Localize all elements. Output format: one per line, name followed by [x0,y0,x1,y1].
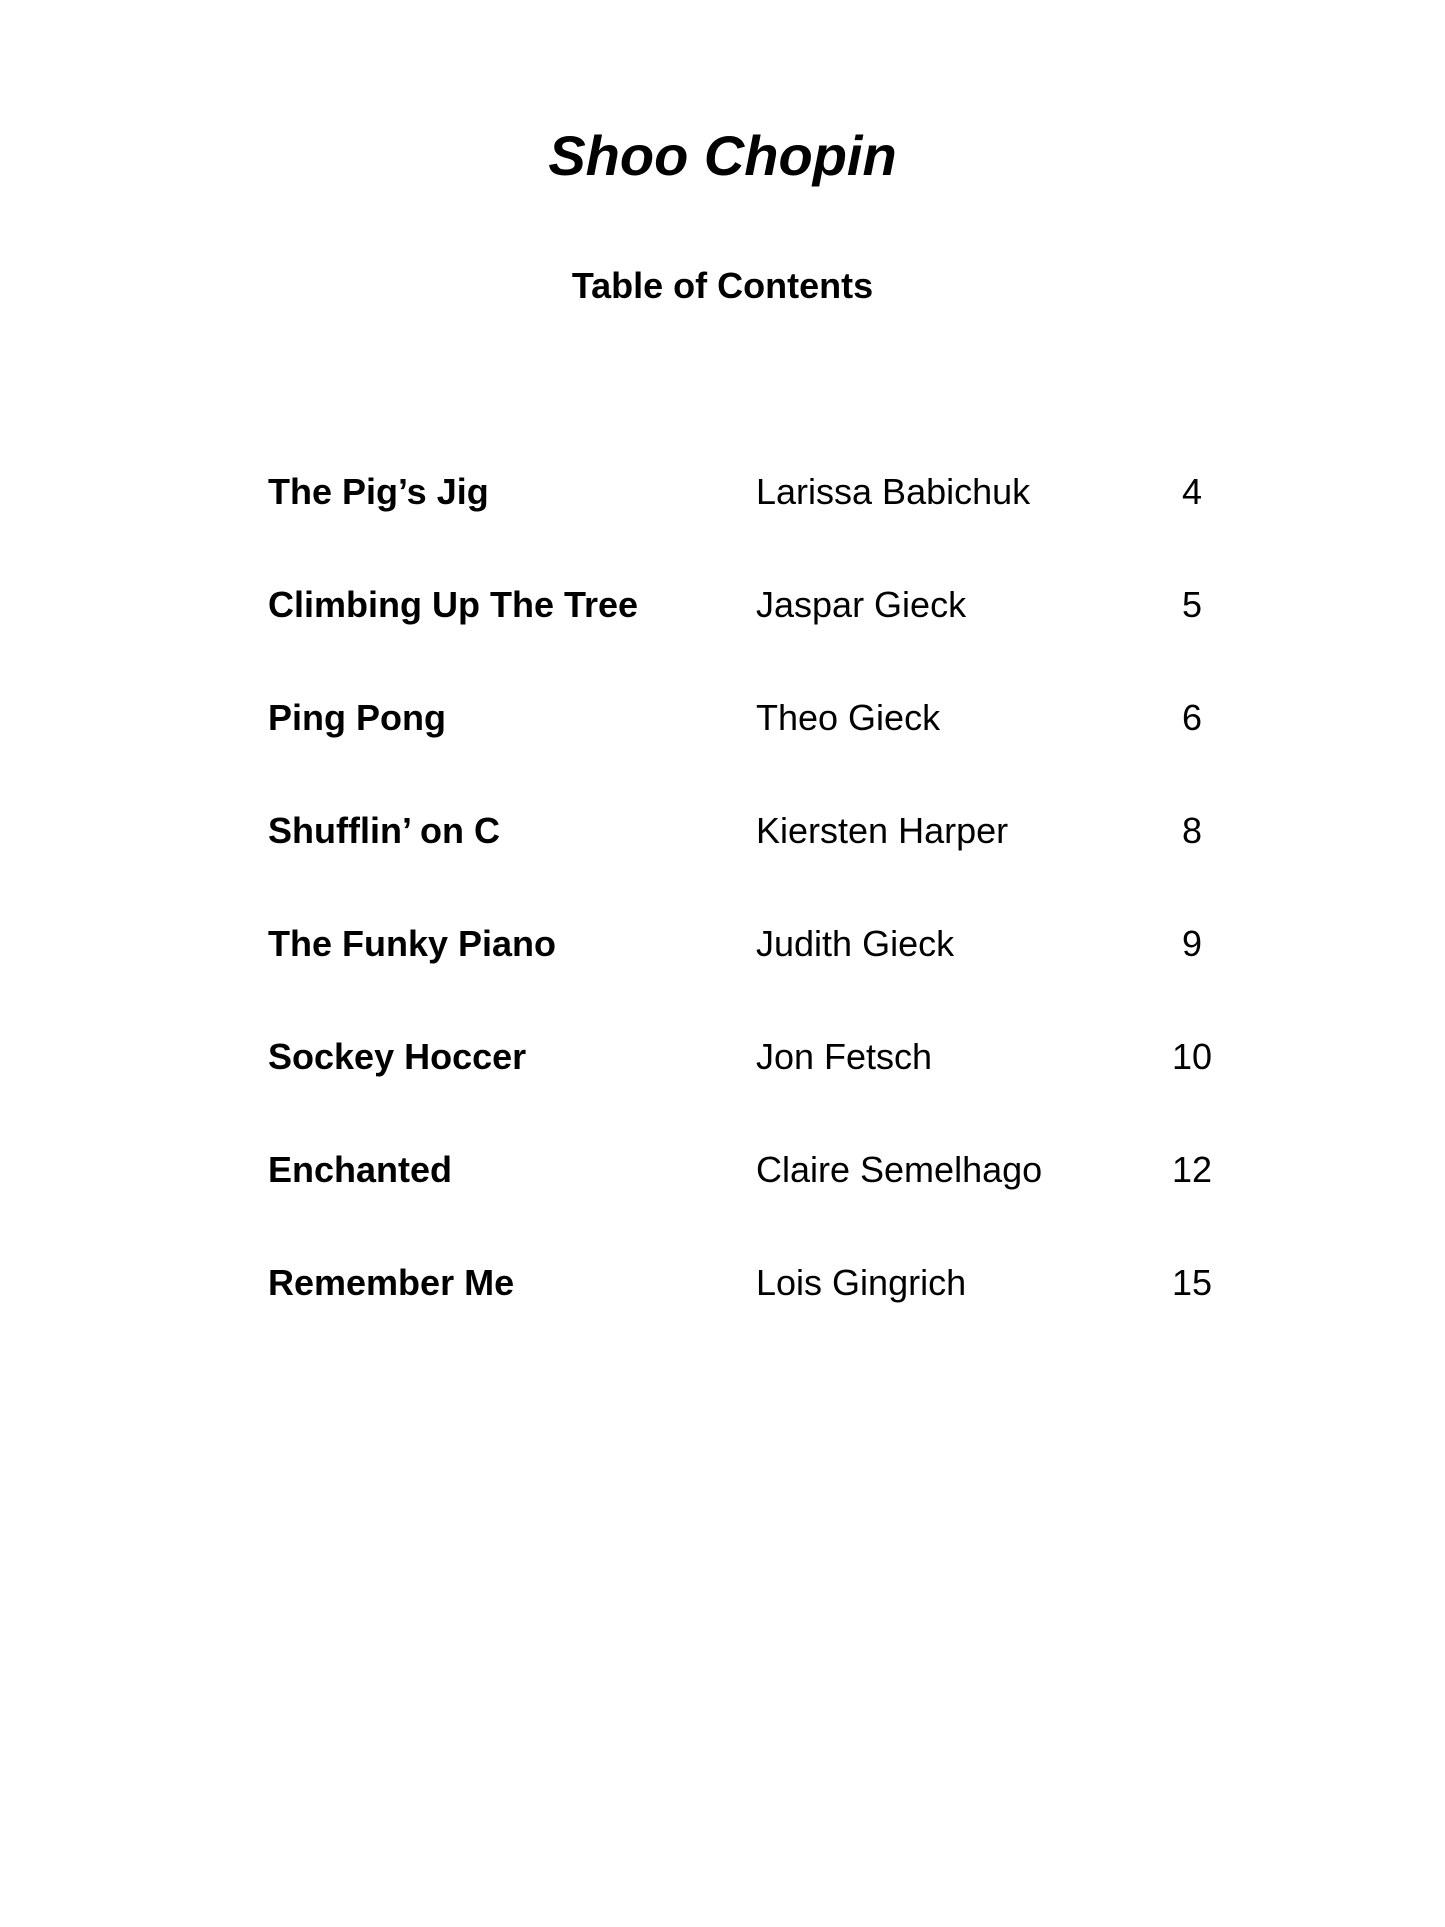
toc-song-title: Shufflin’ on C [268,810,500,851]
toc-page-number: 4 [1181,471,1203,512]
toc-song-title: Remember Me [268,1262,515,1303]
toc-composer: Kiersten Harper [756,810,1009,851]
toc-page-number: 6 [1181,697,1203,738]
toc-row [0,1146,1445,1194]
toc-page-number: 9 [1181,923,1203,964]
toc-composer: Larissa Babichuk [756,471,1031,512]
toc-row [0,1033,1445,1081]
toc-row [0,807,1445,855]
toc-page-number: 15 [1171,1262,1213,1303]
toc-composer: Jaspar Gieck [756,584,967,625]
toc-song-title: Ping Pong [268,697,446,738]
toc-composer: Judith Gieck [756,923,955,964]
toc-song-title: The Pig’s Jig [268,471,489,512]
toc-song-title: Sockey Hoccer [268,1036,527,1077]
toc-row [0,694,1445,742]
toc-page-number: 5 [1181,584,1203,625]
toc-row [0,1259,1445,1307]
toc-song-title: Enchanted [268,1149,453,1190]
toc-page-number: 12 [1171,1149,1213,1190]
toc-composer: Claire Semelhago [756,1149,1043,1190]
toc-composer: Lois Gingrich [756,1262,967,1303]
toc-row [0,468,1445,516]
toc-row [0,920,1445,968]
toc-page-number: 10 [1171,1036,1213,1077]
toc-composer: Jon Fetsch [756,1036,933,1077]
toc-row [0,581,1445,629]
toc-song-title: Climbing Up The Tree [268,584,639,625]
toc-composer: Theo Gieck [756,697,941,738]
toc-heading: Table of Contents [571,265,874,306]
toc-page-number: 8 [1181,810,1203,851]
document-title: Shoo Chopin [548,124,897,187]
toc-song-title: The Funky Piano [268,923,557,964]
